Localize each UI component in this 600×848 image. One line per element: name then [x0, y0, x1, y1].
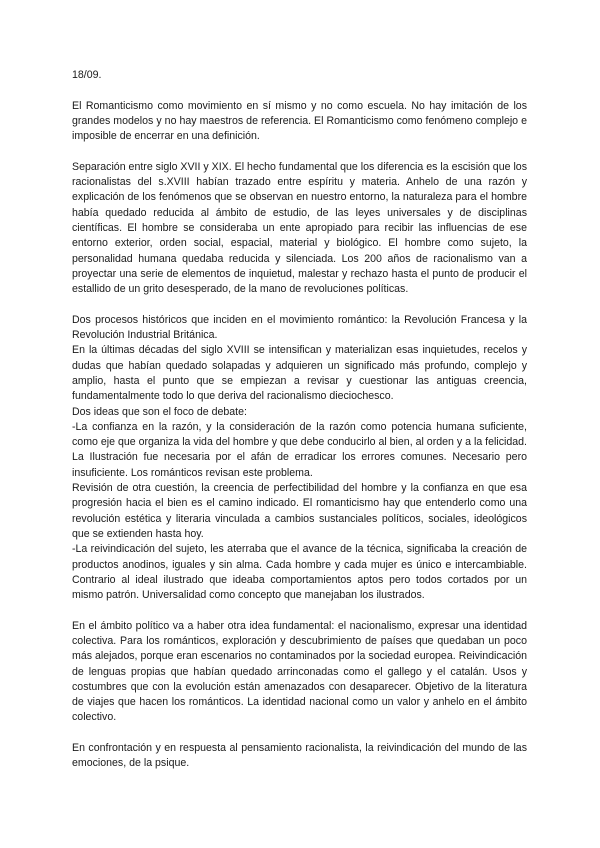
document-page	[72, 68, 527, 772]
date-line: 18/09.	[72, 69, 102, 81]
paragraph-intro: El Romanticismo como movimiento en sí mismo y no como escuela. No hay imitación de los grandes modelos y no hay maestros de referencia. El Romanticismo como fenómeno complejo e imposible de encerrar en una definición.	[72, 99, 527, 143]
paragraph-reason: -La confianza en la razón, y la consideración de la razón como potencia humana suficiente, como eje que organiza la vida del hombre y que debe conducirlo al bien, al orden y a la felicidad. La Ilustración fue necesaria por el afán de erradicar los errores comunes. Necesario pero insuficiente. Los románticos revisan este problema.	[72, 420, 527, 479]
paragraph-two-ideas: Dos ideas que son el foco de debate:	[72, 405, 247, 418]
spacer	[72, 83, 527, 98]
paragraph-separation: Separación entre siglo XVII y XIX. El hecho fundamental que los diferencia es la escisión que los racionalistas del s.XVIII habían trazado entre espíritu y materia. Anhelo de una razón y explicación de los fenómenos que se observan en nuestro entorno, la naturaleza para el hombre había quedado reducida al ámbito de estudio, de las leyes universales y de disciplinas científicas. El hombre se consideraba un ente apropiado para recibir las influencias de ese entorno exterior, orden social, espacial, material y biológico. El hombre como sujeto, la personalidad humana quedaba reducida y silenciada. Los 200 años de racionalismo van a proyectar una serie de elementos de inquietud, malestar y rechazo hasta el punto de producir el estallido de un grito desesperado, de la mano de revoluciones políticas.	[72, 160, 527, 296]
spacer	[72, 726, 527, 741]
paragraph-historical-processes: Dos procesos históricos que inciden en el movimiento romántico: la Revolución Francesa y la Revolución Industrial Británica.	[72, 313, 527, 342]
paragraph-last-decades: En la últimas décadas del siglo XVIII se intensifican y materializan esas inquietudes, recelos y dudas que habían quedado solapadas y adquieren un significado más profundo, complejo y amplio, hasta el punto que se empiezan a revisar y cuestionar las antiguas creencia, fundamentalmente todo lo que deriva del racionalismo dieciochesco.	[72, 344, 527, 403]
spacer	[72, 144, 527, 159]
paragraph-nationalism: En el ámbito político va a haber otra idea fundamental: el nacionalismo, expresar una identidad colectiva. Para los románticos, exploración y descubrimiento de países que quedaban un poco más alejados, porque eran escenarios no contaminados por la sociedad europea. Reivindicación de lenguas propias que habían quedado arrinconadas como el gallego y el catalán. Usos y costumbres que con la evolución están amenazados con desaparecer. Objetivo de la literatura de viajes que hacen los románticos. La identidad nacional como un valor y anhelo en el ámbito colectivo.	[72, 619, 527, 724]
spacer	[72, 603, 527, 618]
spacer	[72, 297, 527, 312]
paragraph-perfectibility: Revisión de otra cuestión, la creencia de perfectibilidad del hombre y la confianza en que esa progresión hacia el bien es el camino indicado. El romanticismo hay que entenderlo como una revolución estética y literaria vinculada a cambios sustanciales políticos, sociales, ideológicos que se extienden hasta hoy.	[72, 482, 527, 540]
paragraph-emotions: En confrontación y en respuesta al pensamiento racionalista, la reivindicación del mundo de las emociones, de la psique.	[72, 742, 527, 770]
paragraph-subject: -La reivindicación del sujeto, les aterraba que el avance de la técnica, significaba la creación de productos anodinos, iguales y sin alma. Cada hombre y cada mujer es único e intercambiable. Contrario al ideal ilustrado que ideaba comportamientos aptos pero todos cortados por un mismo patrón. Universalidad como concepto que manejaban los ilustrados.	[72, 543, 527, 602]
